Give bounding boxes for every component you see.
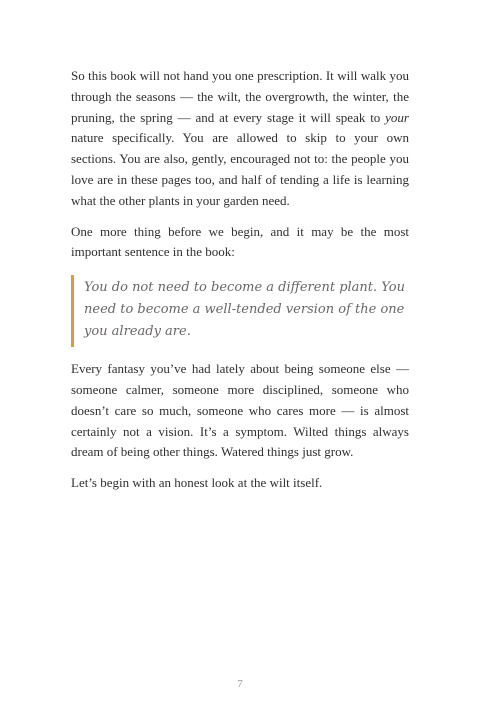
page-body [71,66,409,504]
page-number: 7 [237,678,243,690]
paragraph-text: So this book will not hand you one prescription. It will walk you through the seasons — the wilt, the overgrowth, the winter, the pruning, the spring — and at every stage it will speak to [71,68,409,125]
body-paragraph: Every fantasy you’ve had lately about being someone else — someone calmer, someone more disciplined, someone who doesn’t care so much, someone who cares more — is almost certainly not a vision. It’s a symptom. Wilted things always dream of being other things. Watered things just grow. [71,361,409,460]
body-paragraph: One more thing before we begin, and it may be the most important sentence in the book: [71,223,409,260]
body-paragraph [71,66,409,212]
pull-quote [71,275,409,347]
paragraph-text: nature specifically. You are allowed to skip to your own sections. You are also, gently, encouraged not to: the people you love are in these pages too, and half of tending a life is learning what the other plants in your garden need. [71,130,409,208]
emphasis-text: your [385,109,409,125]
body-paragraph: Let’s begin with an honest look at the wilt itself. [71,475,323,491]
pull-quote-text: You do not need to become a different plant. You need to become a well-tended version of the one you already are. [84,280,405,340]
